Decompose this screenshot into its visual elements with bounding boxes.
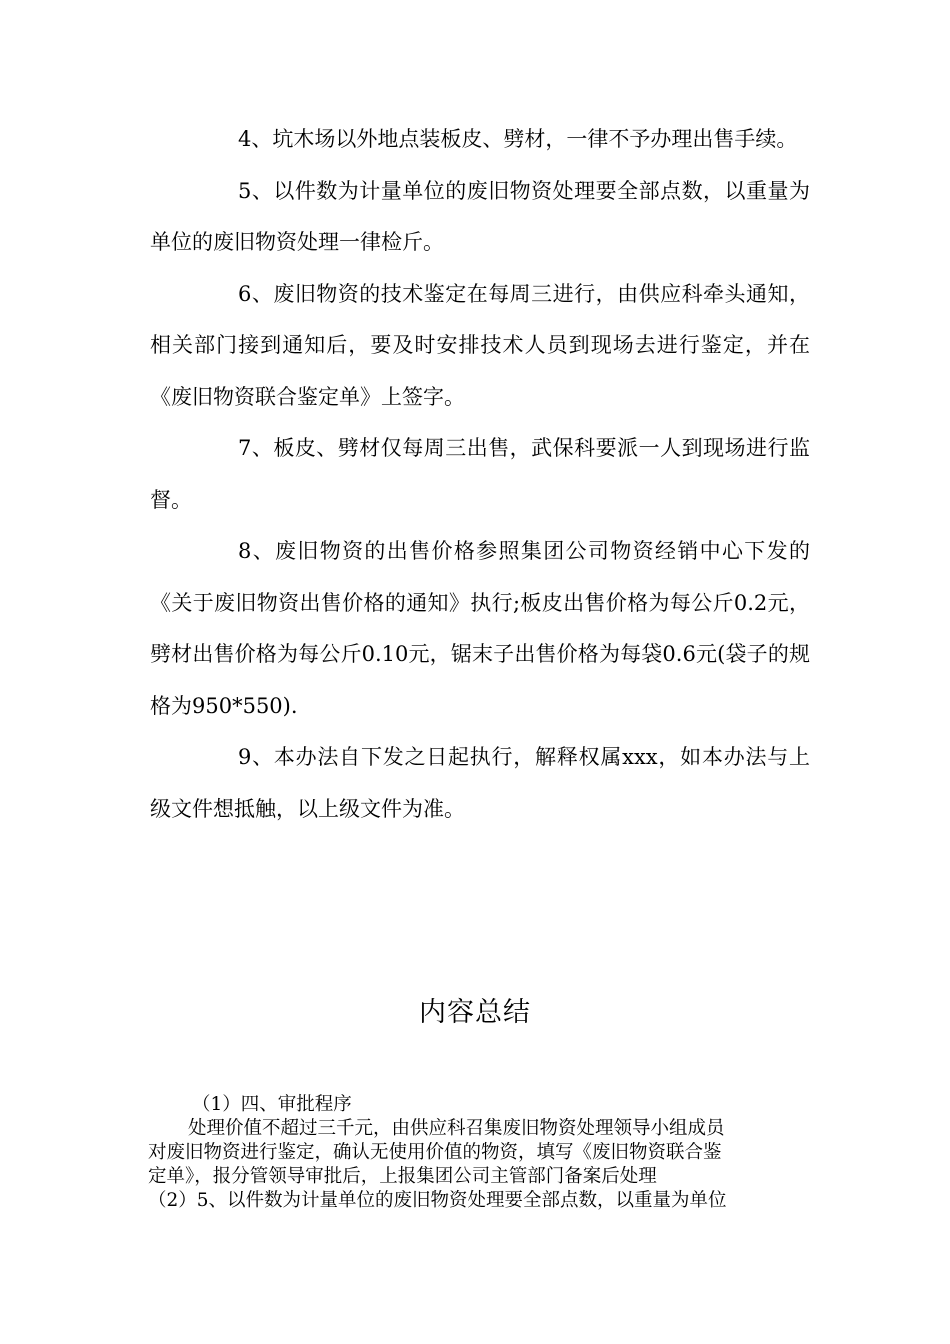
paragraph-5: 5、以件数为计量单位的废旧物资处理要全部点数，以重量为单位的废旧物资处理一律检斤。 [150,178,810,254]
document-body [150,114,810,835]
summary-item1-line1: 处理价值不超过三千元，由供应科召集废旧物资处理领导小组成员 [188,1118,725,1139]
summary-section [148,1093,798,1213]
summary-title: 内容总结 [419,997,531,1028]
paragraph-4: 4、坑木场以外地点装板皮、劈材，一律不予办理出售手续。 [238,127,798,151]
paragraph-6: 6、废旧物资的技术鉴定在每周三进行，由供应科牵头通知，相关部门接到通知后，要及时安排技术人员到现场去进行鉴定，并在《废旧物资联合鉴定单》上签字。 [150,281,810,409]
paragraph-7: 7、板皮、劈材仅每周三出售，武保科要派一人到现场进行监督。 [150,436,810,512]
paragraph-9: 9、本办法自下发之日起执行，解释权属xxx，如本办法与上级文件想抵触，以上级文件为准。 [150,745,810,821]
summary-item2-line1: （2）5、以件数为计量单位的废旧物资处理要全部点数，以重量为单位 [148,1190,727,1211]
summary-item1-line3: 定单》，报分管领导审批后，上报集团公司主管部门备案后处理 [148,1166,657,1187]
summary-item1-heading: （1）四、审批程序 [192,1094,352,1115]
paragraph-8: 8、废旧物资的出售价格参照集团公司物资经销中心下发的《关于废旧物资出售价格的通知》执行;板皮出售价格为每公斤0.2元，劈材出售价格为每公斤0.10元，锯末子出售价格为每袋0.6元(袋子的规格为950*550). [150,539,810,718]
summary-item1-line2: 对废旧物资进行鉴定，确认无使用价值的物资，填写《废旧物资联合鉴 [148,1142,722,1163]
